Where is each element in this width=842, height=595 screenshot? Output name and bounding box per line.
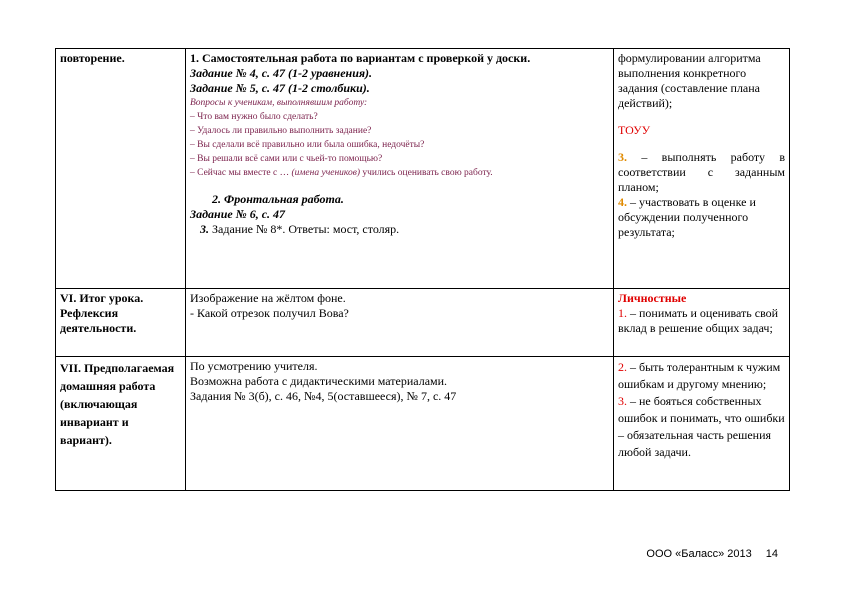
stage-label: VI. Итог урока. Рефлексия деятельности.: [60, 291, 144, 335]
uud-item-text: – не бояться собственных ошибок и понимать, что ошибки – обязательная часть решения любой задачи.: [618, 394, 785, 459]
uud-item-text: – выполнять работу в соответствии с заданным планом;: [618, 150, 785, 194]
uud-item: [618, 150, 785, 195]
uud-text: формулировании алгоритма выполнения конкретного задания (составление плана действий);: [618, 51, 761, 110]
uud-item: [618, 306, 785, 336]
lesson-table: [55, 48, 790, 491]
question-item: [190, 166, 609, 180]
content-line: Возможна работа с дидактическими материалами.: [190, 374, 448, 388]
question-prefix: – Сейчас мы вместе с …: [190, 168, 292, 178]
stage-cell: [56, 289, 186, 357]
stage-cell: [56, 49, 186, 289]
task-title: 1. Самостоятельная работа по вариантам с проверкой у доски.: [190, 51, 531, 65]
stage-label: повторение.: [60, 51, 125, 65]
table-row: [56, 357, 790, 491]
student-names: (имена учеников): [291, 168, 361, 178]
publisher-text: ООО «Баласс» 2013: [646, 548, 752, 560]
content-line: По усмотрению учителя.: [190, 359, 318, 373]
uud-item: [618, 195, 785, 240]
page-footer: [632, 548, 778, 560]
uud-item-text: – быть толерантным к чужим ошибкам и другому мнению;: [618, 360, 781, 391]
uud-item: [618, 393, 785, 461]
table-row: [56, 289, 790, 357]
stage-cell: [56, 357, 186, 491]
uud-item-text: – понимать и оценивать свой вклад в решение общих задач;: [618, 306, 779, 335]
uud-number: 1.: [618, 306, 627, 320]
content-cell: [186, 357, 614, 491]
uud-cell: [614, 289, 790, 357]
content-line: Изображение на жёлтом фоне.: [190, 291, 346, 305]
uud-cell: [614, 49, 790, 289]
page-number: 14: [765, 548, 778, 560]
uud-number: 2.: [618, 360, 627, 374]
task-item: Задание № 4, с. 47 (1-2 уравнения).: [190, 66, 373, 80]
uud-item: [618, 359, 785, 393]
task-item: Задание № 6, с. 47: [190, 207, 286, 221]
stage-label: VII. Предполагаемая домашняя работа (включающая инвариант и вариант).: [60, 361, 175, 447]
task-title: 2. Фронтальная работа.: [212, 192, 344, 206]
uud-heading: ТОУУ: [618, 123, 651, 137]
task-number: 3.: [200, 222, 209, 236]
content-cell: [186, 289, 614, 357]
task-item: [190, 222, 609, 237]
uud-cell: [614, 357, 790, 491]
question-item: – Вы сделали всё правильно или была ошибка, недочёты?: [190, 140, 425, 150]
question-item: – Вы решали всё сами или с чьей-то помощью?: [190, 154, 383, 164]
task-text: Задание № 8*. Ответы: мост, столяр.: [209, 222, 400, 236]
table-row: [56, 49, 790, 289]
question-suffix: учились оценивать свою работу.: [360, 168, 493, 178]
uud-number: 3.: [618, 394, 627, 408]
uud-number: 3.: [618, 150, 627, 164]
task-item: Задание № 5, с. 47 (1-2 столбики).: [190, 81, 370, 95]
question-item: – Что вам нужно было сделать?: [190, 112, 318, 122]
uud-heading: Личностные: [618, 291, 687, 305]
content-cell: [186, 49, 614, 289]
question-item: – Удалось ли правильно выполнить задание?: [190, 126, 372, 136]
content-line: Задания № 3(б), с. 46, №4, 5(оставшееся), № 7, с. 47: [190, 389, 457, 403]
questions-heading: Вопросы к ученикам, выполнявшим работу:: [190, 98, 368, 108]
content-line: - Какой отрезок получил Вова?: [190, 306, 349, 320]
uud-number: 4.: [618, 195, 627, 209]
uud-item-text: – участвовать в оценке и обсуждении полученного результата;: [618, 195, 756, 239]
